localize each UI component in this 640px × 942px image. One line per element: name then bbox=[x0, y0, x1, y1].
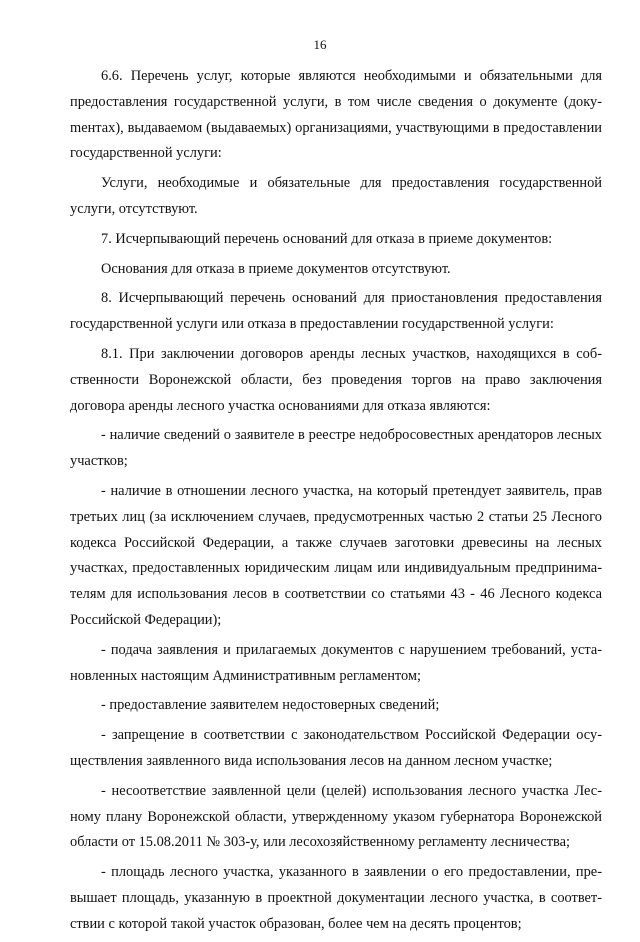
paragraph-8-1: 8.1. При заключении договоров аренды лесных участков, находящихся в собственности Воронежской области, без проведения торгов на право заключения договора аренды лесного участка основаниями для отказа являются: bbox=[70, 345, 602, 414]
list-item-registry: - наличие сведений о заявителе в реестре недобросовестных арендаторов лесных участков; bbox=[70, 427, 602, 470]
paragraph-services-absent: Услуги, необходимые и обязательные для предоставления государственной услуги, отсутствуют. bbox=[70, 175, 602, 217]
page-number: 16 bbox=[313, 37, 327, 52]
list-item-area-excess: - площадь лесного участка, указанного в заявлении о его предоставлении, превышает площадь, указанную в проектной документации лесного участка, в соответствии с которой такой участок образован, более чем на десять процентов; bbox=[70, 864, 602, 932]
paragraph-6-6: 6.6. Перечень услуг, которые являются необходимыми и обязательными для предоставления государственной услуги, в том числе сведения о документе (докуmентах), выдаваемом (выдаваемых) организациями, участвующими в предоставлении государственной услуги: bbox=[70, 68, 602, 162]
list-item-prohibition: - запрещение в соответствии с законодательством Российской Федерации осуществления заявленного вида использования лесов на данном лесном участке; bbox=[70, 727, 602, 769]
body-text bbox=[70, 64, 602, 942]
paragraph-7: 7. Исчерпывающий перечень оснований для отказа в приеме документов: bbox=[101, 230, 553, 247]
list-item-third-party-rights: - наличие в отношении лесного участка, на который претендует заявитель, прав третьих лиц (за исключением случаев, предусмотренных частью 2 статьи 25 Лесного кодекса Российской Федерации, а также случаев заготовки древесины на лесных участках, предоставленных юридическим лицам или индивидуальным предпринимателям для использования лесов в соответствии со статьями 43 - 46 Лесного кодекса Российской Федерации); bbox=[70, 482, 602, 628]
list-item-false-info: - предоставление заявителем недостоверных сведений; bbox=[101, 697, 440, 714]
paragraph-grounds-absent: Основания для отказа в приеме документов отсутствуют. bbox=[101, 260, 451, 277]
list-item-filing-violation: - подача заявления и прилагаемых документов с нарушением требований, установленных настоящим Административным регламентом; bbox=[70, 641, 602, 684]
paragraph-8: 8. Исчерпывающий перечень оснований для приостановления предоставления государственной услуги или отказа в предоставлении государственной услуги: bbox=[70, 290, 602, 333]
list-item-plan-mismatch: - несоответствие заявленной цели (целей) использования лесного участка Лесному плану Воронежской области, утвержденному указом губернатора Воронежской области от 15.08.2011 № 303-у, или лесохозяйственному регламенту лесничества; bbox=[70, 782, 602, 851]
